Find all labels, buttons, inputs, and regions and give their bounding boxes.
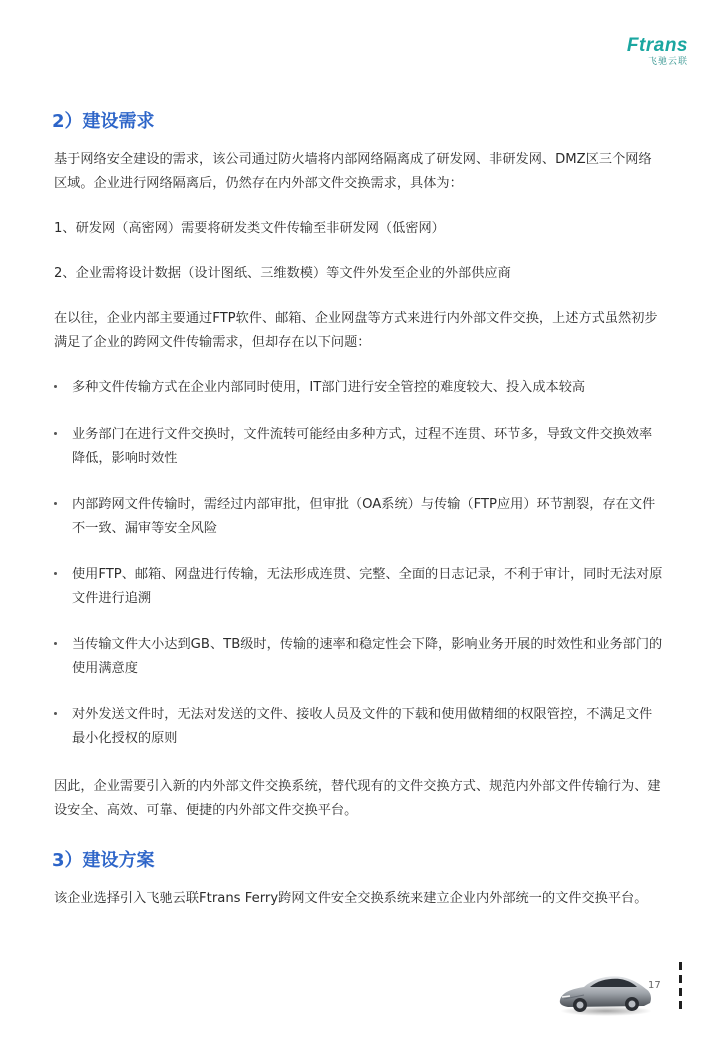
- conclusion-paragraph: 因此，企业需要引入新的内外部文件交换系统，替代现有的文件交换方式、规范内外部文件传输行为、建设安全、高效、可靠、便捷的内外部文件交换平台。: [54, 779, 661, 818]
- problem-text: 业务部门在进行文件交换时，文件流转可能经由多种方式，过程不连贯、环节多，导致文件交换效率降低，影响时效性: [72, 427, 653, 466]
- problem-text: 使用FTP、邮箱、网盘进行传输，无法形成连贯、完整、全面的日志记录，不利于审计，同时无法对原文件进行追溯: [72, 567, 663, 606]
- list-item: [54, 563, 664, 611]
- logo-wordmark: Ftrans: [626, 35, 688, 56]
- bullet-dot-icon: [54, 642, 57, 645]
- solution-paragraph: 该企业选择引入飞驰云联Ftrans Ferry跨网文件安全交换系统来建立企业内外部统一的文件交换平台。: [54, 891, 648, 906]
- brand-logo: [588, 36, 688, 68]
- logo-subtitle: 飞驰云联: [647, 57, 688, 67]
- list-item: [54, 493, 664, 541]
- footer-divider: [679, 962, 682, 1012]
- bullet-dot-icon: [54, 385, 57, 388]
- section-heading-solution: 3）建设方案: [52, 850, 155, 871]
- problem-text: 多种文件传输方式在企业内部同时使用，IT部门进行安全管控的难度较大、投入成本较高: [72, 380, 586, 395]
- need-item-2: 2、企业需将设计数据（设计图纸、三维数模）等文件外发至企业的外部供应商: [54, 266, 511, 281]
- bullet-dot-icon: [54, 432, 57, 435]
- bullet-dot-icon: [54, 502, 57, 505]
- car-image: [554, 962, 654, 1018]
- bullet-dot-icon: [54, 572, 57, 575]
- section-heading-requirements: 2）建设需求: [52, 111, 155, 132]
- list-item: [54, 703, 664, 751]
- problem-text: 内部跨网文件传输时，需经过内部审批，但审批（OA系统）与传输（FTP应用）环节割裂，存在文件不一致、漏审等安全风险: [72, 497, 656, 536]
- need-item-1: 1、研发网（高密网）需要将研发类文件传输至非研发网（低密网）: [54, 221, 445, 236]
- intro-paragraph: 基于网络安全建设的需求，该公司通过防火墙将内部网络隔离成了研发网、非研发网、DMZ区三个网络区域。企业进行网络隔离后，仍然存在内外部文件交换需求，具体为：: [54, 152, 652, 191]
- problems-intro-paragraph: 在以往，企业内部主要通过FTP软件、邮箱、企业网盘等方式来进行内外部文件交换，上述方式虽然初步满足了企业的跨网文件传输需求，但却存在以下问题：: [54, 311, 658, 350]
- bullet-dot-icon: [54, 712, 57, 715]
- list-item: [54, 423, 664, 471]
- list-item: [54, 633, 664, 681]
- page-number: 17: [648, 980, 661, 991]
- problem-text: 当传输文件大小达到GB、TB级时，传输的速率和稳定性会下降，影响业务开展的时效性和业务部门的使用满意度: [72, 637, 663, 676]
- problem-text: 对外发送文件时，无法对发送的文件、接收人员及文件的下载和使用做精细的权限管控，不满足文件最小化授权的原则: [72, 707, 653, 746]
- list-item: [54, 376, 664, 400]
